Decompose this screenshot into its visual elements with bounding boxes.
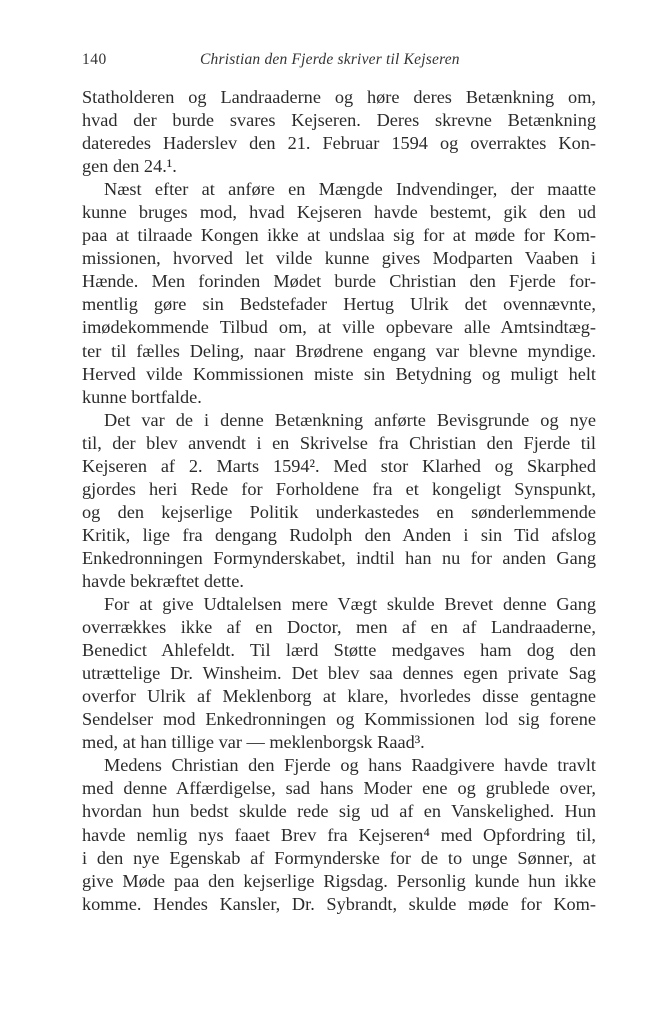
text-line: komme. Hendes Kansler, Dr. Sybrandt, skulde møde for Kom-	[82, 893, 596, 914]
text-line: kunne bortfalde.	[82, 386, 202, 407]
text-line: Herved vilde Kommissionen miste sin Betydning og muligt helt	[82, 363, 596, 384]
paragraph-2	[82, 178, 596, 408]
text-line: Sendelser mod Enkedronningen og Kommissionen lod sig forene	[82, 709, 596, 730]
text-line: Det var de i denne Betænkning anførte Bevisgrunde og nye	[104, 409, 596, 430]
running-title: Christian den Fjerde skriver til Kejseren	[200, 51, 460, 68]
text-line: imødekommende Tilbud om, at ville opbevare alle Amtsindtæg-	[82, 317, 596, 338]
paragraph-4	[82, 593, 596, 754]
text-line: hvad der burde svares Kejseren. Deres skrevne Betænkning	[82, 110, 596, 131]
text-line: havde nemlig nys faaet Brev fra Kejseren⁴ med Opfordring til,	[82, 824, 596, 845]
text-line: gen den 24.¹.	[82, 156, 177, 177]
text-line: ter til fælles Deling, naar Brødrene engang var blevne myndige.	[82, 340, 596, 361]
text-line: Næst efter at anføre en Mængde Indvendinger, der maatte	[104, 179, 596, 200]
text-line: med, at han tillige var — meklenborgsk Raad³.	[82, 732, 425, 753]
text-line: Hænde. Men forinden Mødet burde Christian den Fjerde for-	[82, 271, 596, 292]
text-line: Medens Christian den Fjerde og hans Raadgivere havde travlt	[104, 755, 596, 776]
text-line: Kejseren af 2. Marts 1594². Med stor Klarhed og Skarphed	[82, 455, 596, 476]
paragraph-5	[82, 754, 596, 915]
text-line: mentlig gøre sin Bedstefader Hertug Ulrik det ovennævnte,	[82, 294, 596, 315]
text-line: kunne bruges mod, hvad Kejseren havde bestemt, gik den ud	[82, 202, 596, 223]
text-line: Benedict Ahlefeldt. Til lærd Støtte medgaves ham dog den	[82, 640, 596, 661]
text-line: gjordes heri Rede for Forholdene fra et kongeligt Synspunkt,	[82, 478, 596, 499]
text-line: i den nye Egenskab af Formynderske for de to unge Sønner, at	[82, 847, 596, 868]
text-line: dateredes Haderslev den 21. Februar 1594 og overraktes Kon-	[82, 133, 596, 154]
text-line: For at give Udtalelsen mere Vægt skulde Brevet denne Gang	[104, 594, 596, 615]
text-line: overrækkes ikke af en Doctor, men af en af Landraaderne,	[82, 617, 596, 638]
text-line: havde bekræftet dette.	[82, 570, 244, 591]
text-line: hvordan hun bedst skulde rede sig ud af en Vanskelighed. Hun	[82, 801, 596, 822]
text-line: missionen, hvorved let vilde kunne gives Modparten Vaaben i	[82, 248, 596, 269]
text-line: Kritik, lige fra dengang Rudolph den Anden i sin Tid afslog	[82, 524, 596, 545]
text-line: til, der blev anvendt i en Skrivelse fra Christian den Fjerde til	[82, 432, 596, 453]
text-line: Enkedronningen Formynderskabet, indtil han nu for anden Gang	[82, 547, 596, 568]
text-line: Statholderen og Landraaderne og høre deres Betænkning om,	[82, 87, 596, 107]
text-line: overfor Ulrik af Meklenborg at klare, hvorledes disse gentagne	[82, 686, 596, 707]
body-text	[82, 86, 596, 916]
paragraph-1	[82, 86, 596, 178]
page-header	[82, 51, 596, 73]
text-line: med denne Affærdigelse, sad hans Moder ene og grublede over,	[82, 778, 596, 799]
text-line: utrættelige Dr. Winsheim. Det blev saa dennes egen private Sag	[82, 663, 596, 684]
page-number: 140	[82, 51, 107, 68]
text-line: give Møde paa den kejserlige Rigsdag. Personlig kunde hun ikke	[82, 870, 596, 891]
paragraph-3	[82, 409, 596, 593]
text-line: og den kejserlige Politik underkastedes en sønderlemmende	[82, 501, 596, 522]
text-line: paa at tilraade Kongen ikke at undslaa sig for at møde for Kom-	[82, 225, 596, 246]
